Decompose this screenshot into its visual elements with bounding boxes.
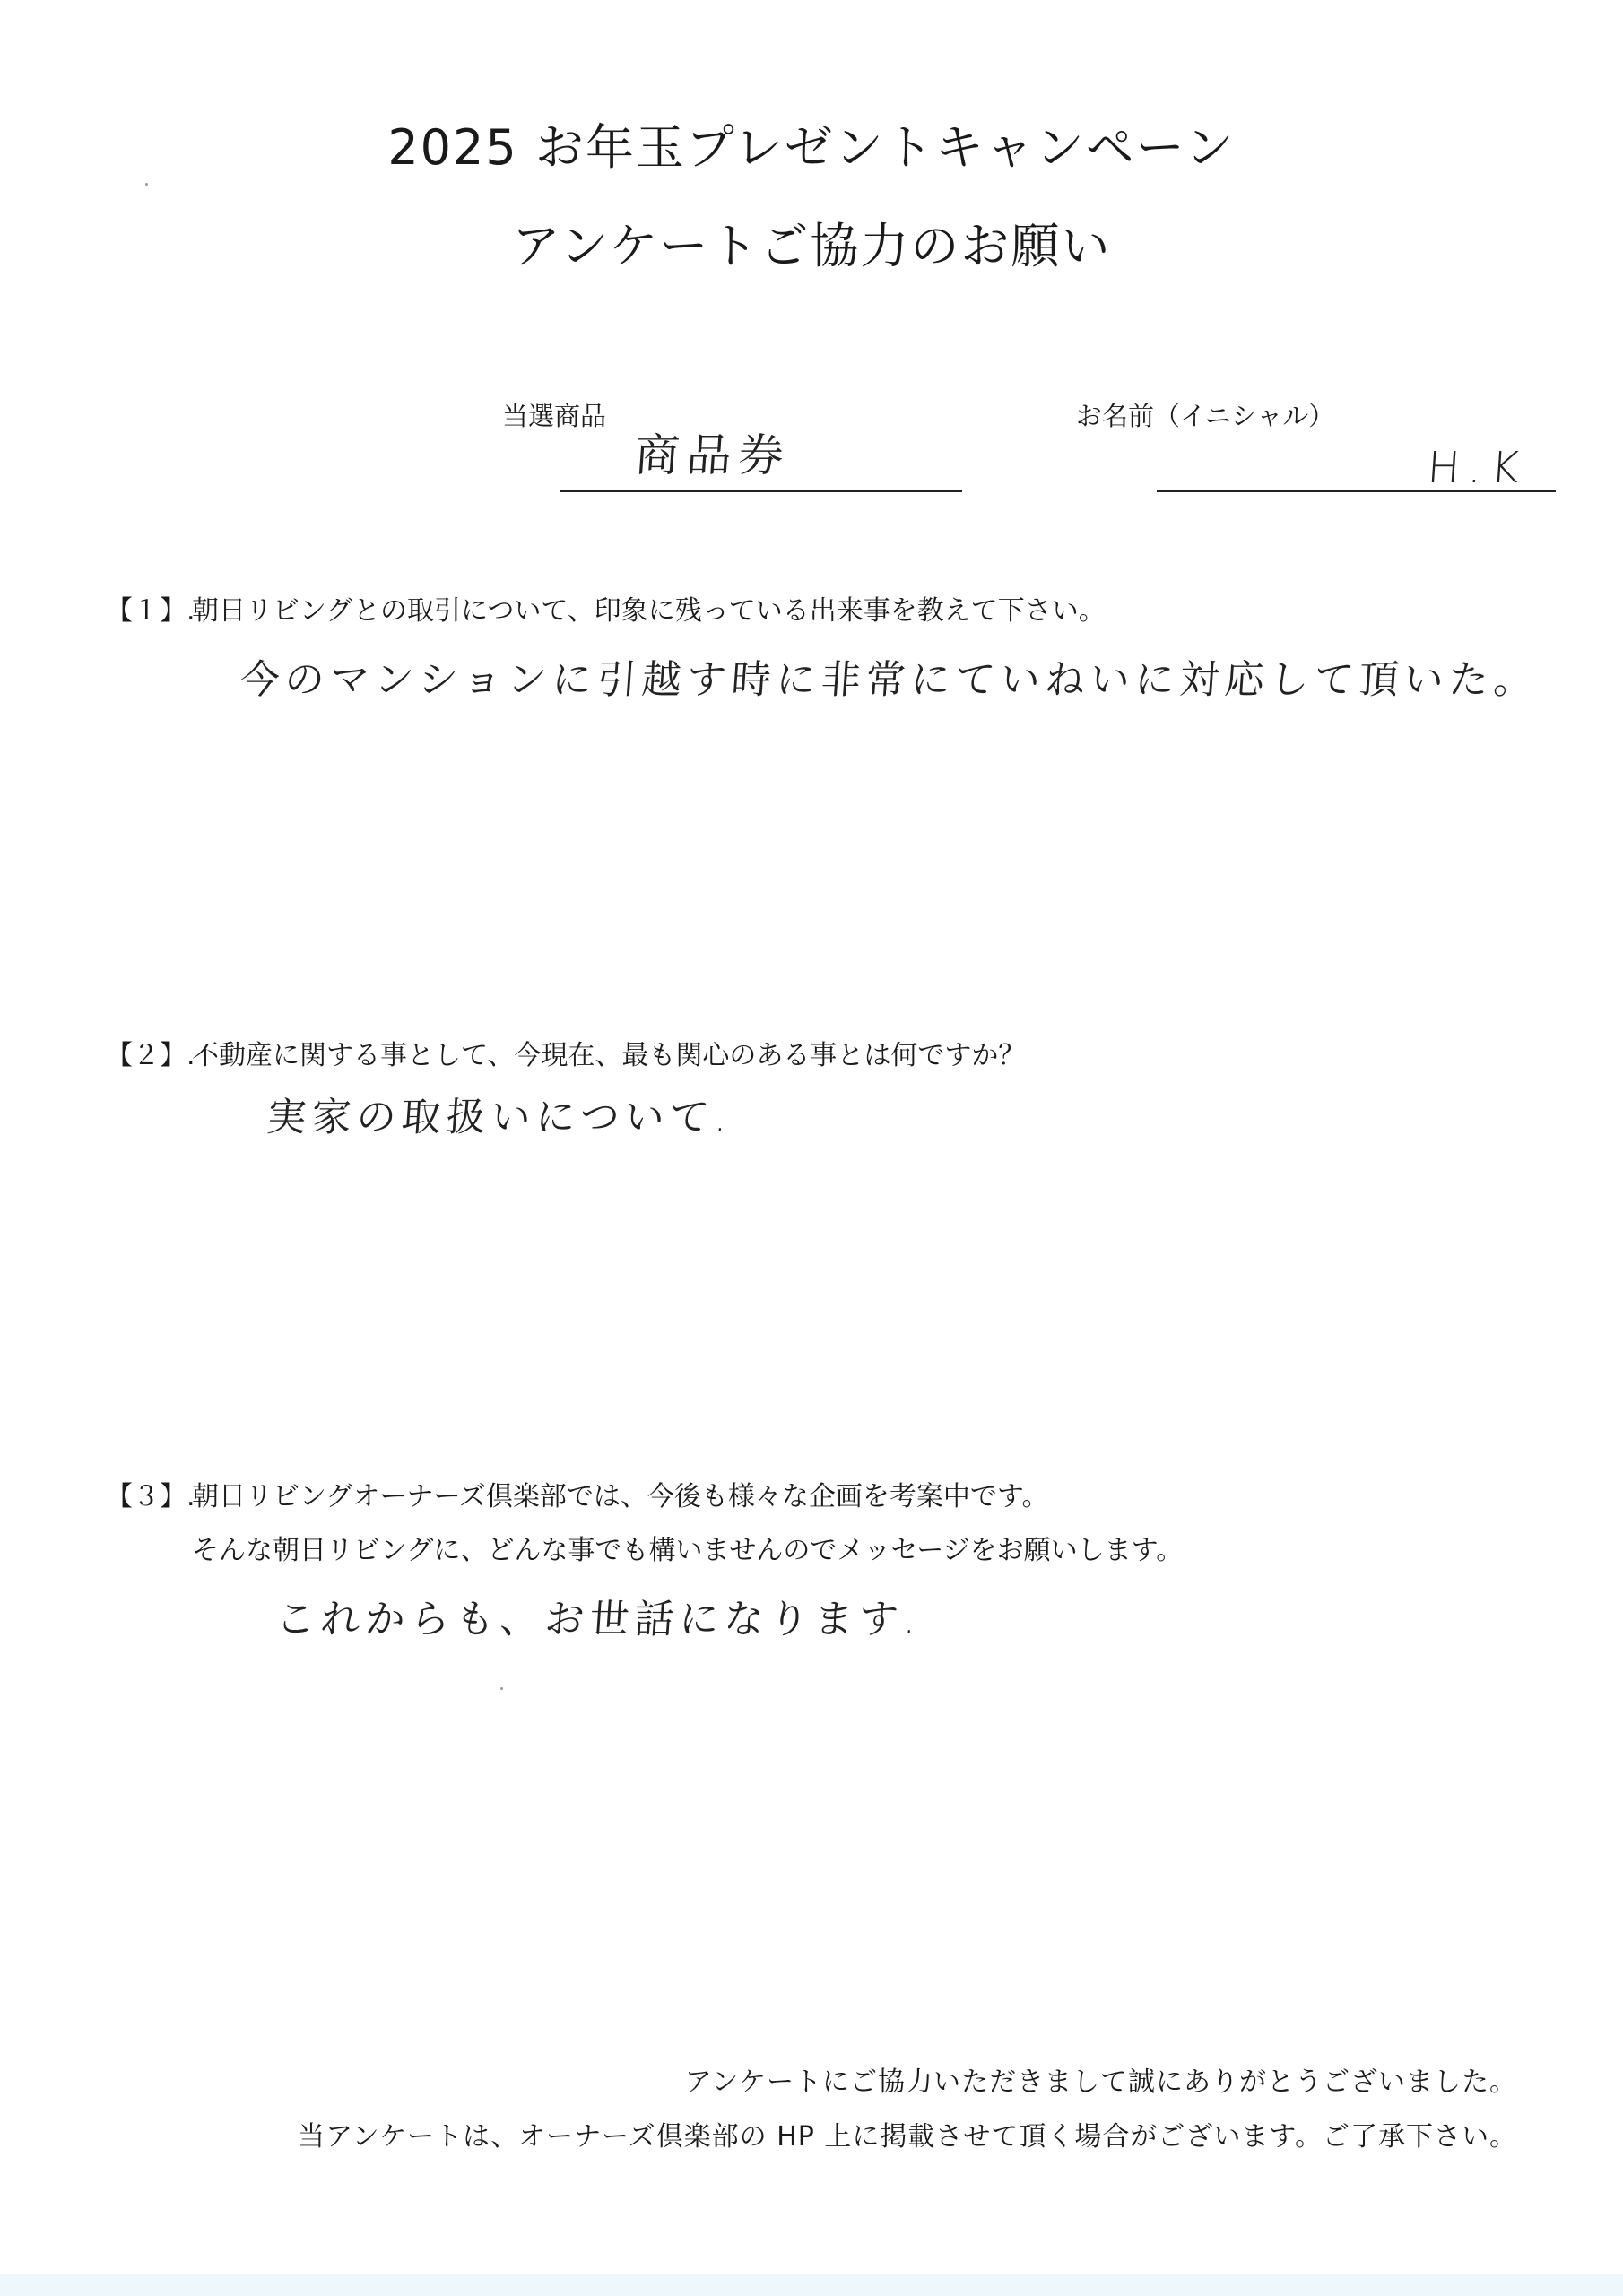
name-value: H.K	[1426, 443, 1530, 493]
question-1	[106, 585, 1106, 638]
prize-value: 商品券	[632, 429, 793, 481]
question-3	[106, 1470, 1183, 1578]
scan-speck	[500, 1687, 503, 1690]
answer-2: 実家の取扱いについて.	[265, 1095, 734, 1140]
thanks-note: アンケートにご協力いただきまして誠にありがとうございました。	[684, 2066, 1517, 2098]
question-number: 【２】.	[106, 1040, 195, 1071]
answer-1: 今のマンションに引越す時に非常にていねいに対応して頂いた。	[238, 657, 1541, 703]
campaign-title: 2025 お年玉プレゼントキャンペーン	[387, 119, 1236, 176]
question-text: 朝日リビングオーナーズ倶楽部では、今後も様々な企画を考案中です。	[192, 1481, 1049, 1512]
name-underline	[1157, 490, 1556, 492]
question-text: 不動産に関する事として、今現在、最も関心のある事とは何ですか？	[192, 1040, 1026, 1071]
survey-subtitle: アンケートご協力のお願い	[511, 218, 1112, 274]
question-2	[106, 1029, 1025, 1083]
publication-notice: 当アンケートは、オーナーズ倶楽部の HP 上に掲載させて頂く場合がございます。ご了承下さい。	[297, 2121, 1517, 2153]
question-text: 朝日リビングとの取引について、印象に残っている出来事を教えて下さい。	[192, 595, 1106, 627]
question-text-line2: そんな朝日リビングに、どんな事でも構いませんのでメッセージをお願いします。	[192, 1535, 1184, 1566]
prize-label: 当選商品	[502, 401, 607, 431]
prize-underline	[560, 490, 962, 492]
scan-edge	[0, 2274, 1623, 2296]
answer-3: これからも、お世話になります.	[273, 1597, 924, 1642]
question-number: 【３】.	[106, 1481, 195, 1512]
question-number: 【１】.	[106, 595, 195, 627]
scan-speck	[145, 183, 148, 186]
name-label: お名前（イニシャル）	[1076, 401, 1335, 431]
